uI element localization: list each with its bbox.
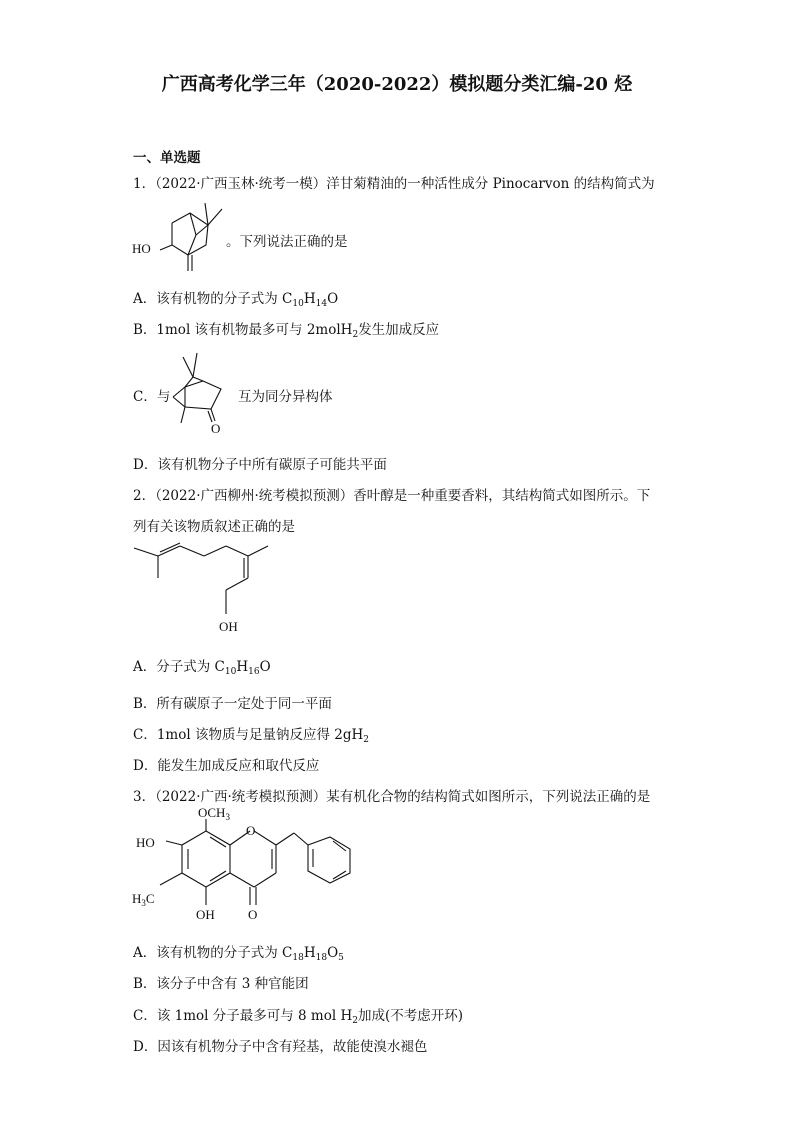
q2-struct-oh: OH — [219, 619, 238, 634]
q2-stem-line2: 列有关该物质叙述正确的是 — [133, 519, 295, 535]
q2-option-a: A．分子式为 $C_{10}H_{16}O$ — [133, 659, 271, 677]
q3-struct-ho: HO — [136, 835, 155, 850]
q3-struct-oh: OH — [196, 907, 215, 922]
q1-structure-camphor — [163, 345, 243, 435]
q2-structure-geraniol — [130, 538, 270, 638]
q2-option-b: B．所有碳原子一定处于同一平面 — [133, 696, 332, 712]
q3-struct-och3: $OCH_3$ — [198, 805, 230, 822]
q1-option-d: D．该有机物分子中所有碳原子可能共平面 — [133, 457, 387, 473]
q3-struct-o-ring: O — [246, 823, 256, 838]
page-title: 广西高考化学三年（2020-2022）模拟题分类汇编-20 烃 — [161, 74, 633, 95]
q3-option-b: B．该分子中含有 3 种官能团 — [133, 976, 309, 992]
q2-stem-line1: 2．（2022·广西柳州·统考模拟预测）香叶醇是一种重要香料，其结构简式如图所示。下 — [133, 488, 651, 504]
q1-option-a: A．该有机物的分子式为 $C_{10}H_{14}O$ — [133, 291, 339, 309]
section-heading: 一、单选题 — [133, 150, 201, 166]
q3-struct-o-keto: O — [248, 907, 258, 922]
q1-option-c-suffix: 互为同分异构体 — [238, 389, 333, 405]
q1-option-c-prefix: C．与 — [133, 389, 171, 405]
q1-structure-pinocarvone — [130, 195, 230, 277]
q1-option-b: B．1mol 该有机物最多可与 2molH$_2$发生加成反应 — [133, 322, 440, 340]
q2-option-d: D．能发生加成反应和取代反应 — [133, 758, 320, 774]
q1-struct-o: O — [211, 421, 221, 435]
q1-stem: 1．（2022·广西玉林·统考一模）洋甘菊精油的一种活性成分 Pinocarvon 的结构简式为 — [133, 176, 655, 192]
q3-option-c: C．该 1mol 分子最多可与 8 mol $H_2$加成(不考虑开环) — [133, 1008, 464, 1026]
q3-option-d: D．因该有机物分子中含有羟基，故能使溴水褪色 — [133, 1039, 428, 1055]
q3-structure-flavone — [130, 805, 360, 935]
q3-struct-h3c: $H_3C$ — [132, 891, 155, 908]
q1-stem-cont: 。下列说法正确的是 — [226, 234, 348, 250]
q1-struct-ho: HO — [132, 241, 151, 256]
q3-option-a: A．该有机物的分子式为 $C_{18}H_{18}O_5$ — [133, 945, 344, 963]
q3-stem: 3．（2022·广西·统考模拟预测）某有机化合物的结构简式如图所示，下列说法正确的是 — [133, 789, 651, 805]
q2-option-c: C．1mol 该物质与足量钠反应得 $2gH_2$ — [133, 727, 369, 745]
